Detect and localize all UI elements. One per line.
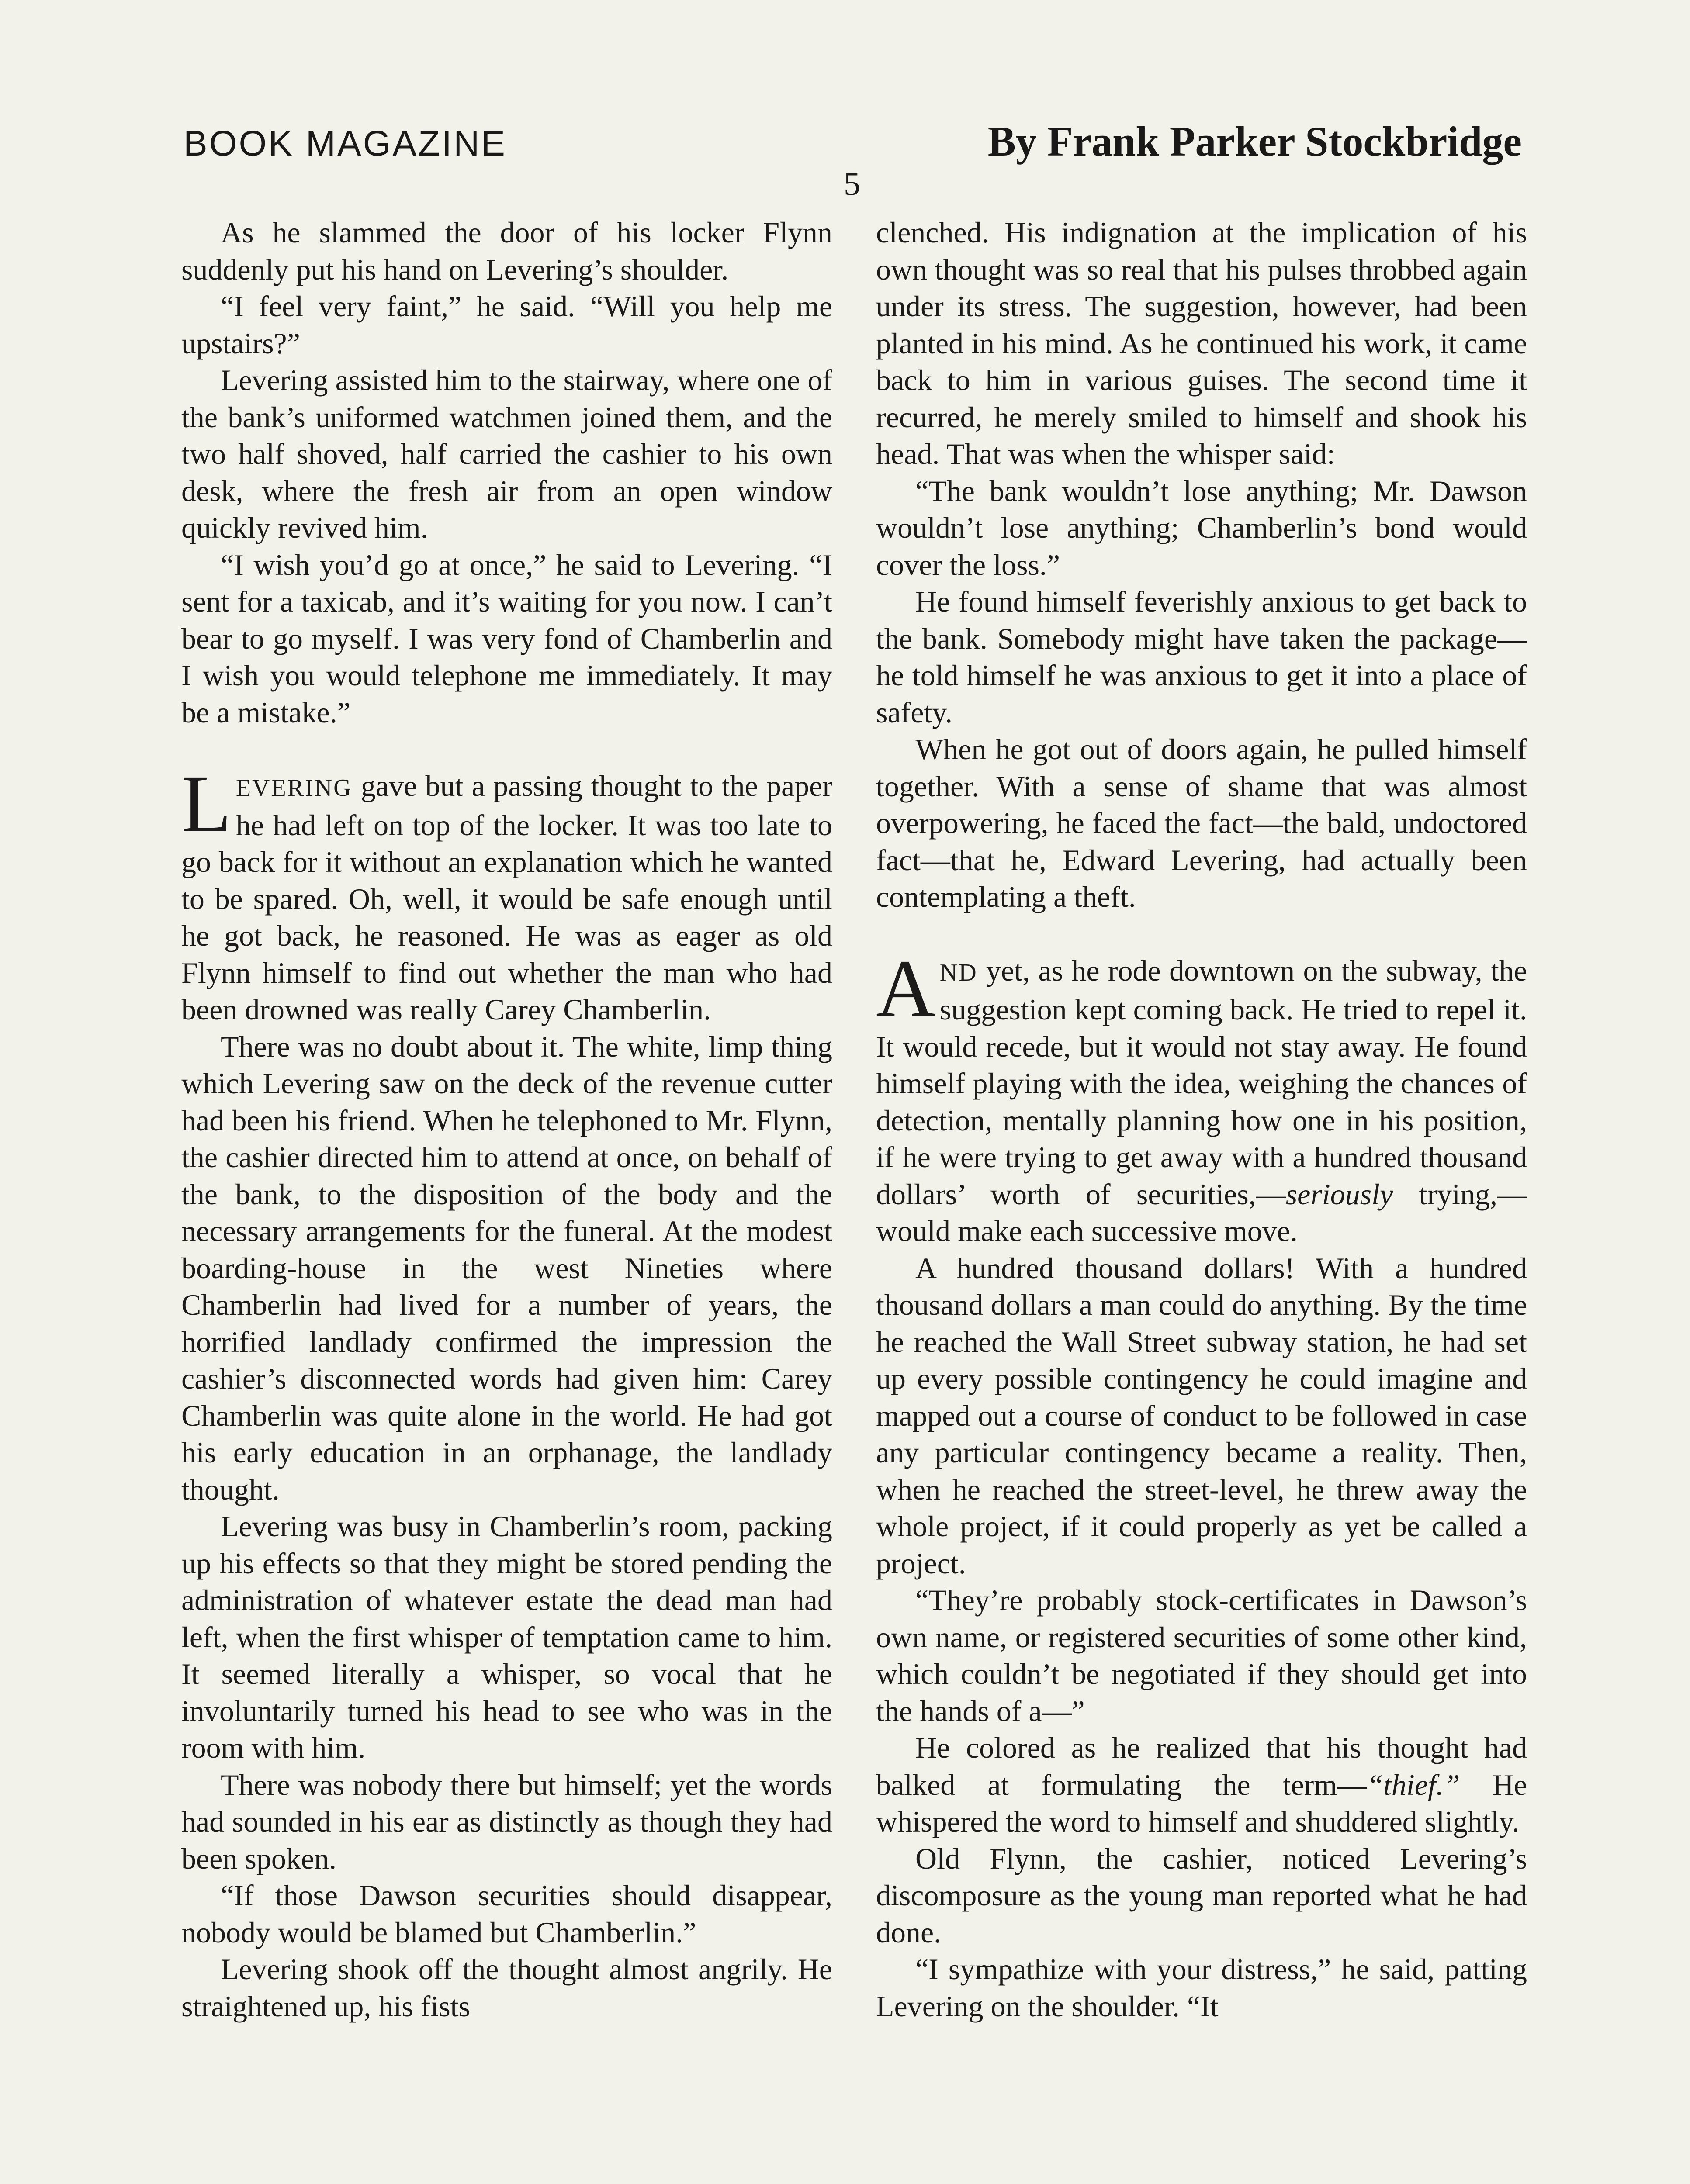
paragraph: A hundred thousand dollars! With a hundred thousand dollars a man could do anything. By the time he reached the Wall Street subway station, he had set up every possible contingency he could imagine and mapped out a course of conduct to be followed in case any particular contingency became a reality. Then, when he reached the street-level, he threw away the whole project, if it could properly as yet be called a project. (876, 1251, 1527, 1580)
small-caps-lead: ND (939, 959, 978, 986)
section-paragraph (181, 758, 832, 1028)
paragraph-text: gave but a passing thought to the paper he had left on top of the locker. It was too late to go back for it without an explanation which he wanted to be spared. Oh, well, it would be safe enough until he got back, he reasoned. He was as eager as old Flynn himself to find out whether the man who had been drowned was really Carey Chamberlin. (181, 769, 832, 1026)
paragraph: When he got out of doors again, he pulled himself together. With a sense of shame that was almost overpowering, he faced the fact—the bald, undoctored fact—that he, Edward Levering, had actually been contemplating a theft. (876, 733, 1527, 913)
paragraph: As he slammed the door of his locker Flynn suddenly put his hand on Levering’s shoulder. (181, 216, 832, 286)
paragraph: “I sympathize with your distress,” he said, patting Levering on the shoulder. “It (876, 1952, 1527, 2023)
italic-text: “thief.” (1367, 1768, 1460, 1801)
paragraph: “They’re probably stock-certificates in Dawson’s own name, or registered securities of some other kind, which couldn’t be negotiated if they should get into the hands of a—” (876, 1583, 1527, 1728)
drop-cap: A (876, 942, 935, 1034)
paragraph-text: He whispered the word to himself and shuddered slightly. (876, 1768, 1527, 1838)
paragraph-text: He colored as he realized that his thought had balked at formulating the term— (876, 1731, 1527, 1801)
right-column (876, 214, 1527, 2025)
paragraph-text: trying,—would make each successive move. (876, 1177, 1527, 1248)
paragraph: Levering assisted him to the stairway, where one of the bank’s uniformed watchmen joined them, and the two half shoved, half carried the cashier to his own desk, where the fresh air from an open window quickly revived him. (181, 363, 832, 544)
magazine-title: BOOK MAGAZINE (184, 124, 507, 163)
italic-text: seriously (1285, 1177, 1393, 1211)
paragraph: Levering shook off the thought almost angrily. He straightened up, his fists (181, 1952, 832, 2023)
paragraph: There was nobody there but himself; yet the words had sounded in his ear as distinctly as though they had been spoken. (181, 1768, 832, 1875)
paragraph: “I wish you’d go at once,” he said to Levering. “I sent for a taxicab, and it’s waiting for you now. I can’t bear to go myself. I was very fond of Chamberlin and I wish you would telephone me immediately. It may be a mistake.” (181, 548, 832, 729)
paragraph (876, 1729, 1527, 1840)
paragraph: Levering was busy in Chamberlin’s room, packing up his effects so that they might be stored pending the administration of whatever estate the dead man had left, when the first whisper of temptation came to him. It seemed literally a whisper, so vocal that he involuntarily turned his head to see who was in the room with him. (181, 1510, 832, 1764)
paragraph: “If those Dawson securities should disappear, nobody would be blamed but Chamberlin.” (181, 1879, 832, 1949)
paragraph: Old Flynn, the cashier, noticed Levering’s discomposure as the young man reported what he had done. (876, 1842, 1527, 1949)
small-caps-lead: EVERING (235, 774, 353, 802)
paragraph: “The bank wouldn’t lose anything; Mr. Dawson wouldn’t lose anything; Chamberlin’s bond would cover the loss.” (876, 474, 1527, 581)
paragraph-text: yet, as he rode downtown on the subway, the suggestion kept coming back. He tried to repel it. It would recede, but it would not stay away. He found himself playing with the idea, weighing the chances of detection, mentally planning how one in his position, if he were trying to get away with a hundred thousand dollars’ worth of securities,— (876, 954, 1527, 1211)
paragraph: He found himself feverishly anxious to get back to the bank. Somebody might have taken the package—he told himself he was anxious to get it into a place of safety. (876, 585, 1527, 729)
author-byline: By Frank Parker Stockbridge (987, 118, 1522, 165)
drop-cap: L (181, 758, 232, 849)
paragraph: There was no doubt about it. The white, limp thing which Levering saw on the deck of the revenue cutter had been his friend. When he telephoned to Mr. Flynn, the cashier directed him to attend at once, on behalf of the bank, to the disposition of the body and the necessary arrangements for the funeral. At the modest boarding-house in the west Nineties where Chamberlin had lived for a number of years, the horrified landlady confirmed the impression the cashier’s disconnected words had given him: Carey Chamberlin was quite alone in the world. He had got his early education in an orphanage, the landlady thought. (181, 1030, 832, 1506)
section-paragraph (876, 942, 1527, 1250)
paragraph: clenched. His indignation at the implication of his own thought was so real that his pulses throbbed again under its stress. The suggestion, however, had been planted in his mind. As he continued his work, it came back to him in various guises. The second time it recurred, he merely smiled to himself and shook his head. That was when the whisper said: (876, 216, 1527, 470)
paragraph: “I feel very faint,” he said. “Will you help me upstairs?” (181, 290, 832, 360)
left-column (181, 214, 832, 2025)
page-number: 5 (844, 166, 860, 202)
